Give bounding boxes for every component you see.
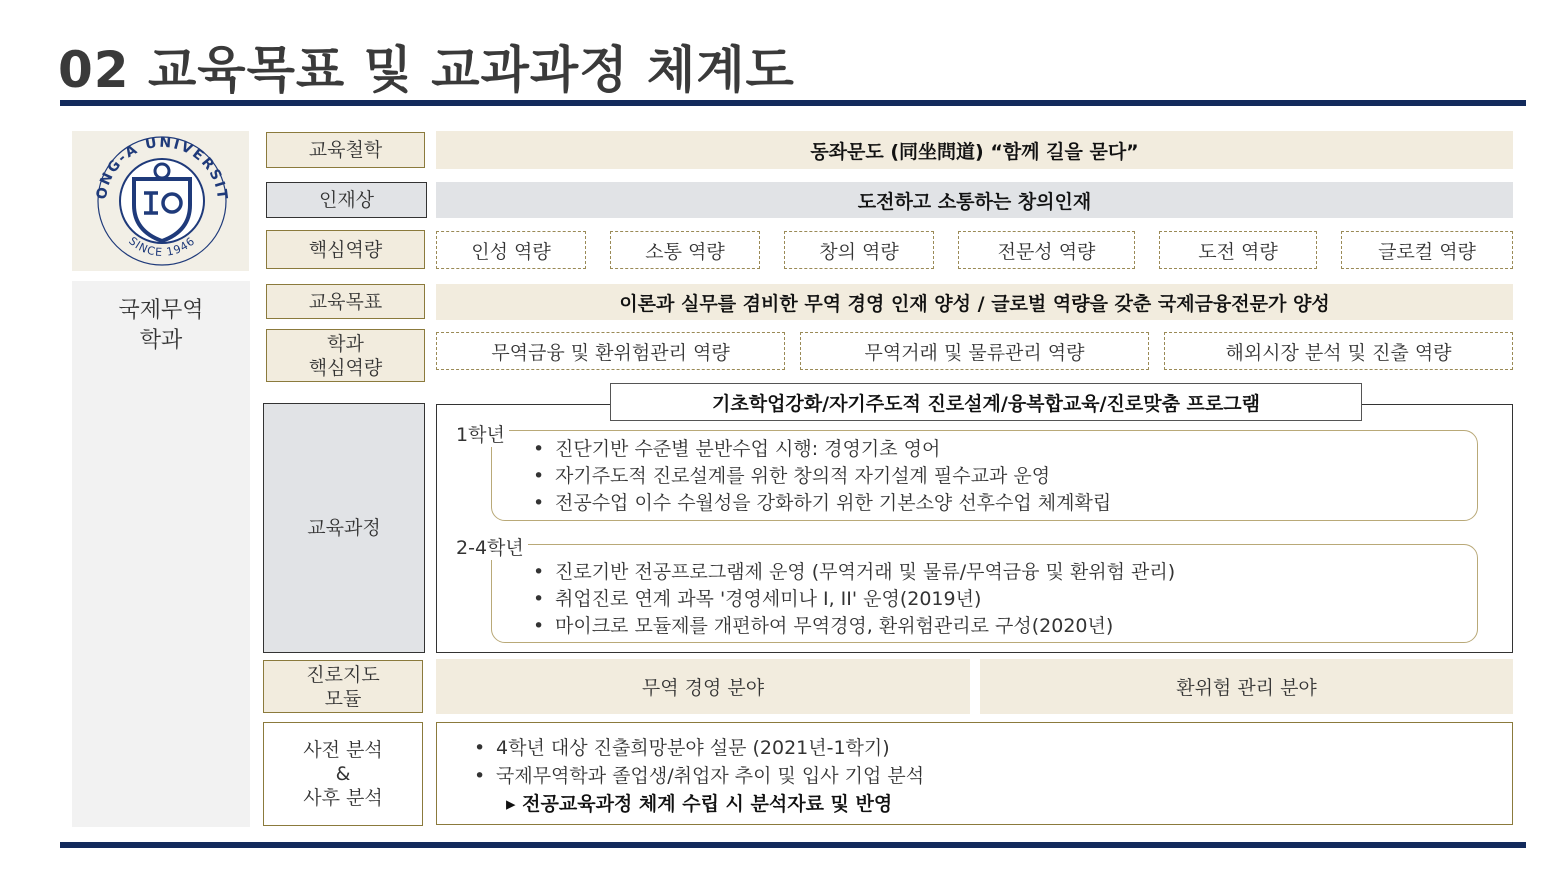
philosophy-label: 교육철학 xyxy=(266,132,425,168)
analysis-label xyxy=(263,722,423,826)
list-item: • 진로기반 전공프로그램제 운영 (무역거래 및 물류/무역금융 및 환위험 관리) xyxy=(533,559,1175,586)
list-item: • 4학년 대상 진출희망분야 설문 (2021년-1학기) xyxy=(474,734,924,762)
analysis-list xyxy=(474,734,924,790)
department-name xyxy=(72,296,250,356)
curriculum-label: 교육과정 xyxy=(263,403,425,653)
department-name-line1: 국제무역 xyxy=(118,298,204,323)
year1-list xyxy=(533,436,1111,517)
talent-label: 인재상 xyxy=(266,182,427,218)
analysis-label-line2: & xyxy=(335,763,351,785)
analysis-content xyxy=(474,734,924,818)
dept-core-competency-item: 무역금융 및 환위험관리 역량 xyxy=(436,332,785,370)
list-item: • 국제무역학과 졸업생/취업자 추이 및 입사 기업 분석 xyxy=(474,762,924,790)
year24-label: 2-4학년 xyxy=(452,533,528,560)
list-item: • 마이크로 모듈제를 개편하여 무역경영, 환위험관리로 구성(2020년) xyxy=(533,613,1175,640)
edu-goal-label: 교육목표 xyxy=(266,284,425,319)
core-competency-item: 전문성 역량 xyxy=(958,231,1135,269)
core-competency-item: 인성 역량 xyxy=(436,231,586,269)
core-competency-item: 도전 역량 xyxy=(1159,231,1317,269)
core-competency-item: 소통 역량 xyxy=(610,231,760,269)
year1-label: 1학년 xyxy=(452,420,509,447)
edu-goal-value: 이론과 실무를 겸비한 무역 경영 인재 양성 / 글로벌 역량을 갖춘 국제금융전문가 양성 xyxy=(436,284,1513,320)
core-competency-item: 창의 역량 xyxy=(784,231,934,269)
career-module-left: 무역 경영 분야 xyxy=(436,659,970,714)
list-item: • 진단기반 수준별 분반수업 시행: 경영기초 영어 xyxy=(533,436,1111,463)
dept-core-label-line1: 학과 xyxy=(327,332,364,355)
analysis-label-line3: 사후 분석 xyxy=(303,787,383,809)
curriculum-heading: 기초학업강화/자기주도적 진로설계/융복합교육/진로맞춤 프로그램 xyxy=(610,383,1362,421)
core-competency-item: 글로컬 역량 xyxy=(1341,231,1513,269)
svg-text:DONG-A UNIVERSITY: ONG-A UNIVERSIT xyxy=(93,134,231,202)
title-divider xyxy=(60,100,1526,106)
department-name-line2: 학과 xyxy=(139,328,183,353)
dept-core-label-line2: 핵심역량 xyxy=(308,356,383,379)
career-module-label xyxy=(263,660,423,713)
department-panel xyxy=(72,281,250,827)
dept-core-competency-item: 무역거래 및 물류관리 역량 xyxy=(800,332,1149,370)
university-seal-logo xyxy=(72,131,249,271)
career-label-line1: 진로지도 xyxy=(306,663,380,686)
logo-panel xyxy=(72,131,249,271)
list-item: • 취업진로 연계 과목 '경영세미나 I, II' 운영(2019년) xyxy=(533,586,1175,613)
bottom-divider xyxy=(60,842,1526,848)
page-title: 02 교육목표 및 교과과정 체계도 xyxy=(58,41,795,99)
talent-value: 도전하고 소통하는 창의인재 xyxy=(436,182,1513,218)
analysis-label-line1: 사전 분석 xyxy=(303,739,383,761)
year24-list xyxy=(533,559,1175,640)
core-competency-label: 핵심역량 xyxy=(266,230,425,269)
list-item: • 전공수업 이수 수월성을 강화하기 위한 기본소양 선후수업 체계확립 xyxy=(533,490,1111,517)
philosophy-value: 동좌문도 (同坐問道) “함께 길을 묻다” xyxy=(436,131,1513,169)
analysis-result: ▸ 전공교육과정 체계 수립 시 분석자료 및 반영 xyxy=(506,793,893,815)
svg-text:SINCE 1946: SINCE 1946 xyxy=(126,234,198,259)
career-module-right: 환위험 관리 분야 xyxy=(980,659,1513,714)
dept-core-competency-item: 해외시장 분석 및 진출 역량 xyxy=(1164,332,1513,370)
dept-core-competency-label xyxy=(266,329,425,382)
career-label-line2: 모듈 xyxy=(324,687,362,710)
list-item: • 자기주도적 진로설계를 위한 창의적 자기설계 필수교과 운영 xyxy=(533,463,1111,490)
